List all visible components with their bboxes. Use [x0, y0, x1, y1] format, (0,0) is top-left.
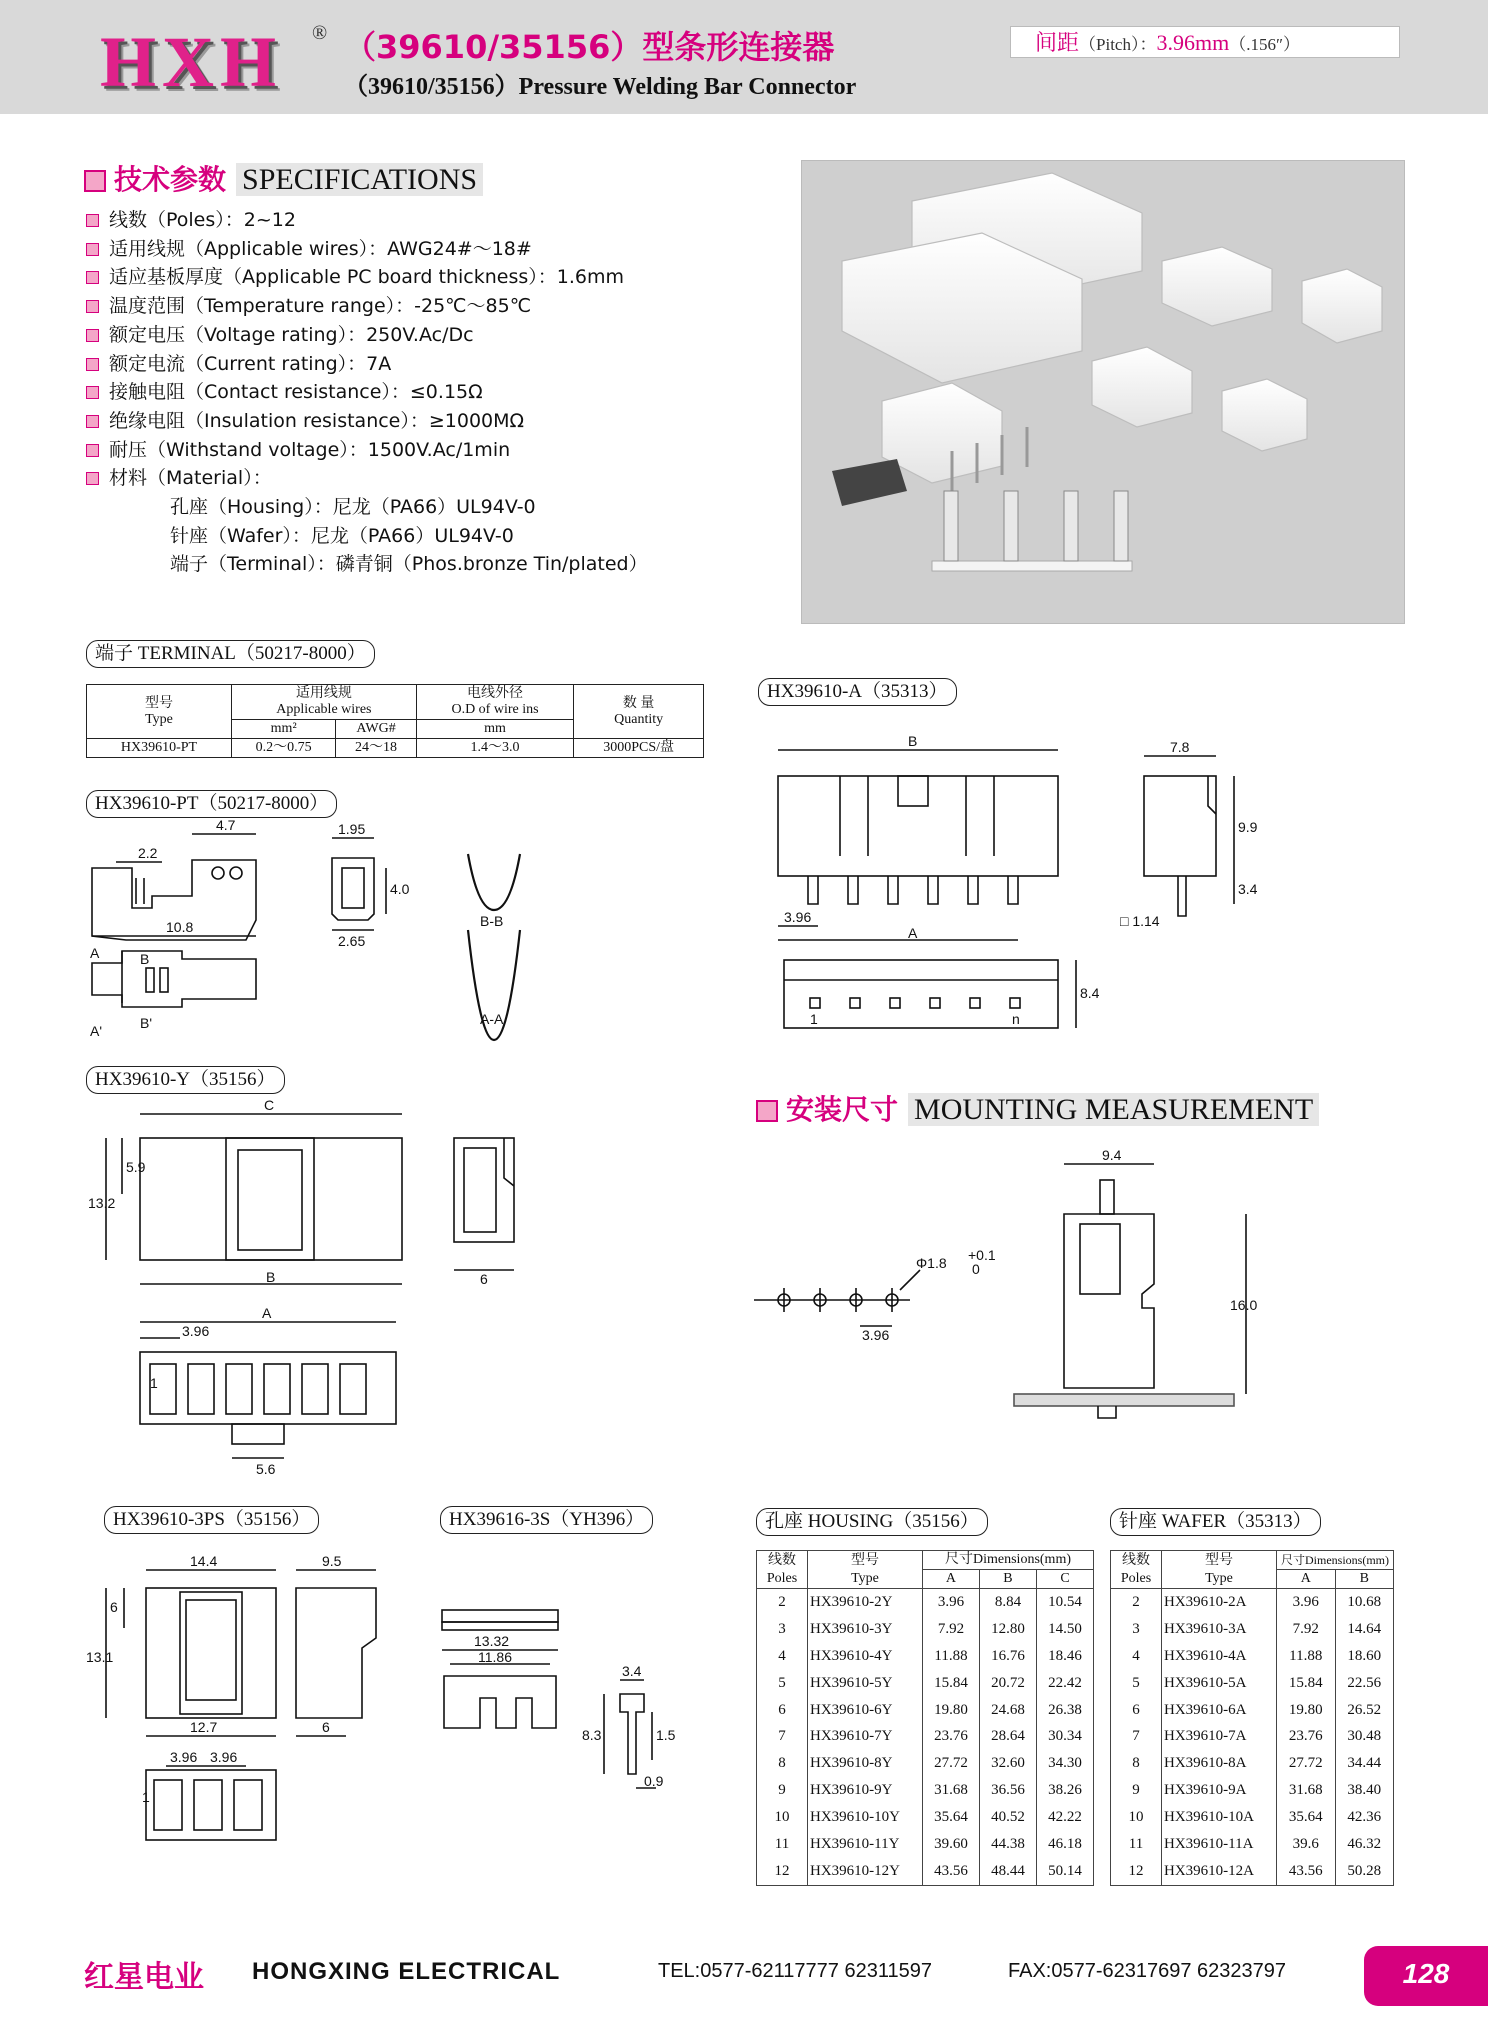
th-poles: [757, 1551, 808, 1589]
pitch-badge: [1010, 26, 1400, 58]
table-cell: 0.2～0.75: [232, 739, 336, 758]
page-number: 128: [1364, 1946, 1488, 2006]
dim-label: 4.7: [216, 818, 236, 833]
connector-illustration: [802, 161, 1404, 623]
table-cell: 3.96: [1277, 1589, 1336, 1616]
housing-label: 孔座 HOUSING（35156）: [756, 1508, 988, 1536]
th-poles-cn: 线数: [768, 1552, 796, 1568]
table-row: [1111, 1697, 1394, 1724]
table-cell: 50.28: [1335, 1858, 1394, 1885]
spec-item: [86, 350, 648, 379]
wafer-body: [1111, 1589, 1394, 1886]
dim-label: 3.96: [210, 1749, 238, 1765]
table-cell: 26.38: [1036, 1697, 1093, 1724]
spec-text: 线数（Poles）：2~12: [109, 209, 296, 231]
dim-label: 7.8: [1170, 739, 1190, 755]
th-c: C: [1036, 1570, 1093, 1589]
th-type-en: Type: [145, 711, 173, 727]
dim-label: 13.32: [474, 1633, 510, 1649]
dim-label: 14.4: [190, 1553, 218, 1569]
dim-label: B: [266, 1269, 276, 1285]
table-row: [757, 1831, 1094, 1858]
page-title-cn: （39610/35156）型条形连接器: [344, 28, 835, 66]
table-row: [757, 1777, 1094, 1804]
dim-label: 3.4: [1238, 881, 1258, 897]
table-cell: HX39610-2A: [1162, 1589, 1277, 1616]
pitch-label-cn: 间距: [1035, 30, 1080, 55]
pt-drawing: [86, 818, 556, 1048]
spec-item: [86, 292, 648, 321]
table-cell: HX39610-3Y: [808, 1616, 923, 1643]
th-qty: [574, 685, 704, 739]
table-cell: 6: [1111, 1697, 1162, 1724]
table-cell: 35.64: [1277, 1804, 1336, 1831]
mounting-hole: Φ1.8: [916, 1255, 947, 1271]
y-label: HX39610-Y（35156）: [86, 1066, 285, 1094]
table-cell: 8: [757, 1750, 808, 1777]
table-cell: 30.34: [1036, 1723, 1093, 1750]
th-mm2: mm²: [232, 720, 336, 739]
dim-label: 9.9: [1238, 819, 1258, 835]
th-od: [416, 685, 574, 720]
th-wires-cn: 适用线规: [295, 686, 352, 701]
table-row: [1111, 1804, 1394, 1831]
dim-label: 8.3: [582, 1727, 602, 1743]
table-row: [757, 1616, 1094, 1643]
mounting-pitch: 3.96: [862, 1327, 890, 1343]
th-mm: mm: [416, 720, 574, 739]
table-cell: 27.72: [923, 1750, 980, 1777]
dim-label: 5.6: [256, 1461, 276, 1477]
table-row: [757, 1858, 1094, 1885]
table-cell: 36.56: [979, 1777, 1036, 1804]
spec-heading-cn: 技术参数: [114, 163, 227, 196]
table-cell: 34.30: [1036, 1750, 1093, 1777]
table-cell: 43.56: [1277, 1858, 1336, 1885]
th-qty-en: Quantity: [614, 711, 664, 727]
dim-label: A-A: [480, 1011, 504, 1027]
mounting-height: 16.0: [1230, 1297, 1258, 1313]
table-cell: HX39610-12Y: [808, 1858, 923, 1885]
square-bullet-icon: [86, 386, 99, 399]
table-row: [1111, 1643, 1394, 1670]
table-row: [757, 1589, 1094, 1616]
table-cell: 16.76: [979, 1643, 1036, 1670]
housing-body: [757, 1589, 1094, 1886]
table-row: [757, 1670, 1094, 1697]
mounting-heading-en: MOUNTING MEASUREMENT: [908, 1093, 1319, 1126]
table-cell: 12: [1111, 1858, 1162, 1885]
material-item: 针座（Wafer）：尼龙（PA66）UL94V-0: [170, 524, 514, 547]
dim-label: 3.96: [784, 909, 812, 925]
dim-label: 13.2: [88, 1195, 116, 1211]
table-cell: 10.54: [1036, 1589, 1093, 1616]
th-a: A: [923, 1570, 980, 1589]
th-type-cn: 型号: [1205, 1552, 1233, 1568]
table-cell: 8.84: [979, 1589, 1036, 1616]
th-type: [87, 685, 232, 739]
spec-text: 额定电流（Current rating）：7A: [109, 352, 392, 375]
table-cell: 7.92: [1277, 1616, 1336, 1643]
table-cell: 7: [1111, 1723, 1162, 1750]
th-type-en: Type: [851, 1570, 879, 1586]
dim-label: 6: [322, 1719, 330, 1735]
square-bullet-icon: [86, 214, 99, 227]
dim-label: B': [140, 1015, 153, 1031]
table-cell: HX39610-9A: [1162, 1777, 1277, 1804]
table-cell: 4: [1111, 1643, 1162, 1670]
dim-label: 0.9: [644, 1773, 664, 1789]
table-cell: 9: [757, 1777, 808, 1804]
table-cell: 18.46: [1036, 1643, 1093, 1670]
dim-label: A: [908, 925, 918, 941]
spec-item: [86, 407, 648, 436]
table-cell: HX39610-6Y: [808, 1697, 923, 1724]
table-cell: 38.26: [1036, 1777, 1093, 1804]
table-cell: HX39610-4Y: [808, 1643, 923, 1670]
th-type: [808, 1551, 923, 1589]
dim-label: 6: [480, 1271, 488, 1287]
brand-logo: HXH: [100, 22, 283, 102]
table-cell: HX39610-5A: [1162, 1670, 1277, 1697]
table-row: [1111, 1858, 1394, 1885]
th-wires-en: Applicable wires: [276, 702, 372, 717]
a-drawing: [758, 728, 1258, 1048]
th-wires: [232, 685, 417, 720]
table-cell: 27.72: [1277, 1750, 1336, 1777]
table-cell: 2: [757, 1589, 808, 1616]
table-cell: HX39610-12A: [1162, 1858, 1277, 1885]
spec-heading-en: SPECIFICATIONS: [236, 163, 483, 196]
table-row: [757, 1697, 1094, 1724]
table-cell: 11: [1111, 1831, 1162, 1858]
dim-label: □ 1.14: [1120, 913, 1160, 929]
mounting-width: 9.4: [1102, 1147, 1122, 1163]
th-type-cn: 型号: [145, 695, 173, 711]
table-cell: 11.88: [923, 1643, 980, 1670]
square-bullet-icon: [756, 1100, 778, 1122]
table-cell: 8: [1111, 1750, 1162, 1777]
table-cell: HX39610-6A: [1162, 1697, 1277, 1724]
table-cell: 44.38: [979, 1831, 1036, 1858]
dim-label: 9.5: [322, 1553, 342, 1569]
table-row: [757, 1723, 1094, 1750]
table-cell: 50.14: [1036, 1858, 1093, 1885]
spec-item: [86, 436, 648, 465]
dim-label: 8.4: [1080, 985, 1100, 1001]
table-row: [757, 1643, 1094, 1670]
th-poles-cn: 线数: [1122, 1552, 1150, 1568]
table-cell: 3000PCS/盘: [574, 739, 704, 758]
dim-label: 3.4: [622, 1663, 642, 1679]
dim-label: 5.9: [126, 1159, 146, 1175]
square-bullet-icon: [86, 358, 99, 371]
table-cell: 32.60: [979, 1750, 1036, 1777]
table-cell: 11: [757, 1831, 808, 1858]
product-photo: [801, 160, 1405, 624]
dim-label: 2.2: [138, 845, 158, 861]
dim-label: C: [264, 1098, 275, 1113]
table-cell: 39.6: [1277, 1831, 1336, 1858]
table-row: [87, 739, 704, 758]
table-cell: 31.68: [923, 1777, 980, 1804]
table-row: [1111, 1831, 1394, 1858]
table-cell: 22.56: [1335, 1670, 1394, 1697]
spec-item: [86, 206, 648, 235]
table-cell: HX39610-8Y: [808, 1750, 923, 1777]
table-cell: 40.52: [979, 1804, 1036, 1831]
table-cell: 7: [757, 1723, 808, 1750]
pitch-label-en: （Pitch）：: [1079, 35, 1157, 54]
th-b: B: [1335, 1570, 1394, 1589]
table-cell: 2: [1111, 1589, 1162, 1616]
spec-text: 接触电阻（Contact resistance）：≤0.15Ω: [109, 381, 483, 404]
table-row: [1111, 1777, 1394, 1804]
th-type-en: Type: [1205, 1570, 1233, 1586]
s-label: HX39616-3S（YH396）: [440, 1506, 653, 1534]
dim-label: B-B: [480, 913, 504, 929]
footer-company-cn: 红星电业: [84, 1960, 204, 1995]
table-cell: 10.68: [1335, 1589, 1394, 1616]
table-cell: HX39610-10Y: [808, 1804, 923, 1831]
table-cell: 15.84: [923, 1670, 980, 1697]
page-title-en: （39610/35156）Pressure Welding Bar Connector: [344, 74, 857, 100]
table-cell: HX39610-3A: [1162, 1616, 1277, 1643]
table-cell: 10: [1111, 1804, 1162, 1831]
table-cell: 48.44: [979, 1858, 1036, 1885]
table-cell: 43.56: [923, 1858, 980, 1885]
dim-label: A: [90, 945, 100, 961]
table-cell: 18.60: [1335, 1643, 1394, 1670]
spec-text: 适用线规（Applicable wires）：AWG24#～18#: [109, 237, 532, 260]
dim-label: 13.1: [86, 1649, 114, 1665]
table-cell: 28.64: [979, 1723, 1036, 1750]
spec-item: [86, 378, 648, 407]
table-cell: 23.76: [1277, 1723, 1336, 1750]
table-cell: 42.22: [1036, 1804, 1093, 1831]
th-type: [1162, 1551, 1277, 1589]
th-od-cn: 电线外径: [467, 686, 524, 701]
table-cell: 20.72: [979, 1670, 1036, 1697]
square-bullet-icon: [86, 329, 99, 342]
pitch-inch: （.156″）: [1229, 35, 1301, 54]
table-cell: HX39610-11A: [1162, 1831, 1277, 1858]
dim-label: B: [140, 951, 150, 967]
table-cell: 7.92: [923, 1616, 980, 1643]
table-cell: 19.80: [923, 1697, 980, 1724]
table-cell: 3.96: [923, 1589, 980, 1616]
table-cell: HX39610-11Y: [808, 1831, 923, 1858]
spec-text: 耐压（Withstand voltage）：1500V.Ac/1min: [109, 438, 511, 461]
table-row: [1111, 1589, 1394, 1616]
dim-label: 3.96: [170, 1749, 198, 1765]
spec-heading: [84, 158, 483, 198]
spec-item: [86, 263, 648, 292]
table-cell: HX39610-2Y: [808, 1589, 923, 1616]
footer-company-en: HONGXING ELECTRICAL: [252, 1958, 561, 1985]
table-cell: 24～18: [336, 739, 416, 758]
dim-label: 1: [150, 1375, 158, 1391]
table-row: [1111, 1616, 1394, 1643]
spec-item: [86, 321, 648, 350]
spec-text: 温度范围（Temperature range）：-25℃～85℃: [109, 295, 532, 318]
table-cell: HX39610-PT: [87, 739, 232, 758]
table-cell: 24.68: [979, 1697, 1036, 1724]
dim-label: A': [90, 1023, 103, 1039]
spec-list: [86, 206, 648, 579]
material-item: 端子（Terminal）：磷青铜（Phos.bronze Tin/plated）: [170, 553, 648, 576]
dim-label: 10.8: [166, 919, 194, 935]
square-bullet-icon: [86, 243, 99, 256]
table-cell: 14.50: [1036, 1616, 1093, 1643]
th-a: A: [1277, 1570, 1336, 1589]
table-cell: 35.64: [923, 1804, 980, 1831]
table-cell: 9: [1111, 1777, 1162, 1804]
table-row: [1111, 1723, 1394, 1750]
table-cell: HX39610-7A: [1162, 1723, 1277, 1750]
dim-label: B: [908, 733, 918, 749]
square-bullet-icon: [86, 300, 99, 313]
y-drawing: [86, 1098, 556, 1478]
ps-label: HX39610-3PS（35156）: [104, 1506, 319, 1534]
dim-label: 1.95: [338, 821, 366, 837]
table-cell: HX39610-5Y: [808, 1670, 923, 1697]
s-drawing: [430, 1590, 700, 1810]
th-poles-en: Poles: [766, 1570, 798, 1586]
table-cell: 4: [757, 1643, 808, 1670]
table-cell: 39.60: [923, 1831, 980, 1858]
table-cell: 31.68: [1277, 1777, 1336, 1804]
square-bullet-icon: [86, 271, 99, 284]
th-qty-cn: 数 量: [622, 695, 655, 711]
square-bullet-icon: [86, 444, 99, 457]
dim-label: 11.86: [478, 1649, 512, 1665]
spec-text: 适应基板厚度（Applicable PC board thickness）：1.6mm: [109, 266, 624, 289]
table-cell: HX39610-10A: [1162, 1804, 1277, 1831]
dim-label: 12.7: [190, 1719, 218, 1735]
dim-label: 1.5: [656, 1727, 676, 1743]
dim-label: n: [1012, 1011, 1020, 1027]
spec-text: 材料（Material）：: [109, 467, 272, 490]
dim-label: A: [262, 1305, 272, 1321]
th-type-cn: 型号: [851, 1552, 879, 1568]
table-cell: 1.4～3.0: [416, 739, 574, 758]
spec-item: [86, 235, 648, 264]
table-row: [757, 1750, 1094, 1777]
table-cell: HX39610-7Y: [808, 1723, 923, 1750]
footer-fax: FAX:0577-62317697 62323797: [1008, 1960, 1287, 1982]
spec-text: 额定电压（Voltage rating）：250V.Ac/Dc: [109, 323, 474, 346]
table-cell: 23.76: [923, 1723, 980, 1750]
table-cell: HX39610-4A: [1162, 1643, 1277, 1670]
th-dim: 尺寸Dimensions(mm): [923, 1551, 1094, 1570]
wafer-table: [1110, 1550, 1394, 1886]
dim-label: 6: [110, 1599, 118, 1615]
table-cell: HX39610-8A: [1162, 1750, 1277, 1777]
table-cell: 38.40: [1335, 1777, 1394, 1804]
terminal-table: [86, 684, 704, 758]
table-cell: 26.52: [1335, 1697, 1394, 1724]
mounting-heading-cn: 安装尺寸: [786, 1093, 899, 1126]
table-cell: 14.64: [1335, 1616, 1394, 1643]
square-bullet-icon: [86, 472, 99, 485]
a-label: HX39610-A（35313）: [758, 678, 957, 706]
mounting-tol-zero: 0: [972, 1261, 980, 1277]
dim-label: 3.96: [182, 1323, 210, 1339]
square-bullet-icon: [86, 415, 99, 428]
th-poles-en: Poles: [1120, 1570, 1152, 1586]
mounting-tol-plus: +0.1: [968, 1247, 996, 1263]
dim-label: 4.0: [390, 881, 410, 897]
table-cell: 42.36: [1335, 1804, 1394, 1831]
th-b: B: [979, 1570, 1036, 1589]
th-dim: 尺寸Dimensions(mm): [1277, 1551, 1394, 1570]
square-bullet-icon: [84, 170, 106, 192]
th-awg: AWG#: [336, 720, 416, 739]
terminal-label: 端子 TERMINAL（50217-8000）: [86, 640, 375, 668]
housing-table: [756, 1550, 1094, 1886]
table-cell: 46.18: [1036, 1831, 1093, 1858]
table-row: [1111, 1750, 1394, 1777]
pitch-value: 3.96mm: [1156, 30, 1230, 55]
mounting-drawing: [750, 1140, 1270, 1440]
dim-label: 1: [810, 1011, 818, 1027]
table-cell: 6: [757, 1697, 808, 1724]
ps-drawing: [86, 1552, 416, 1872]
table-cell: HX39610-9Y: [808, 1777, 923, 1804]
table-cell: 12.80: [979, 1616, 1036, 1643]
dim-label: 1: [142, 1789, 150, 1805]
pt-label: HX39610-PT（50217-8000）: [86, 790, 337, 818]
table-cell: 22.42: [1036, 1670, 1093, 1697]
material-item: 孔座（Housing）：尼龙（PA66）UL94V-0: [170, 496, 536, 519]
table-cell: 5: [1111, 1670, 1162, 1697]
wafer-label: 针座 WAFER（35313）: [1110, 1508, 1321, 1536]
footer-tel: TEL:0577-62117777 62311597: [658, 1960, 932, 1982]
registered-mark: ®: [312, 22, 328, 44]
table-cell: 34.44: [1335, 1750, 1394, 1777]
table-cell: 30.48: [1335, 1723, 1394, 1750]
table-cell: 46.32: [1335, 1831, 1394, 1858]
table-row: [1111, 1670, 1394, 1697]
table-cell: 12: [757, 1858, 808, 1885]
table-cell: 15.84: [1277, 1670, 1336, 1697]
table-cell: 3: [1111, 1616, 1162, 1643]
table-cell: 5: [757, 1670, 808, 1697]
table-row: [757, 1804, 1094, 1831]
table-cell: 3: [757, 1616, 808, 1643]
table-cell: 19.80: [1277, 1697, 1336, 1724]
dim-label: 2.65: [338, 933, 366, 949]
mounting-heading: [756, 1088, 1319, 1128]
th-od-en: O.D of wire ins: [451, 702, 539, 717]
table-cell: 10: [757, 1804, 808, 1831]
table-cell: 11.88: [1277, 1643, 1336, 1670]
th-poles: [1111, 1551, 1162, 1589]
spec-text: 绝缘电阻（Insulation resistance）：≥1000MΩ: [109, 409, 525, 432]
spec-item: [86, 464, 648, 493]
